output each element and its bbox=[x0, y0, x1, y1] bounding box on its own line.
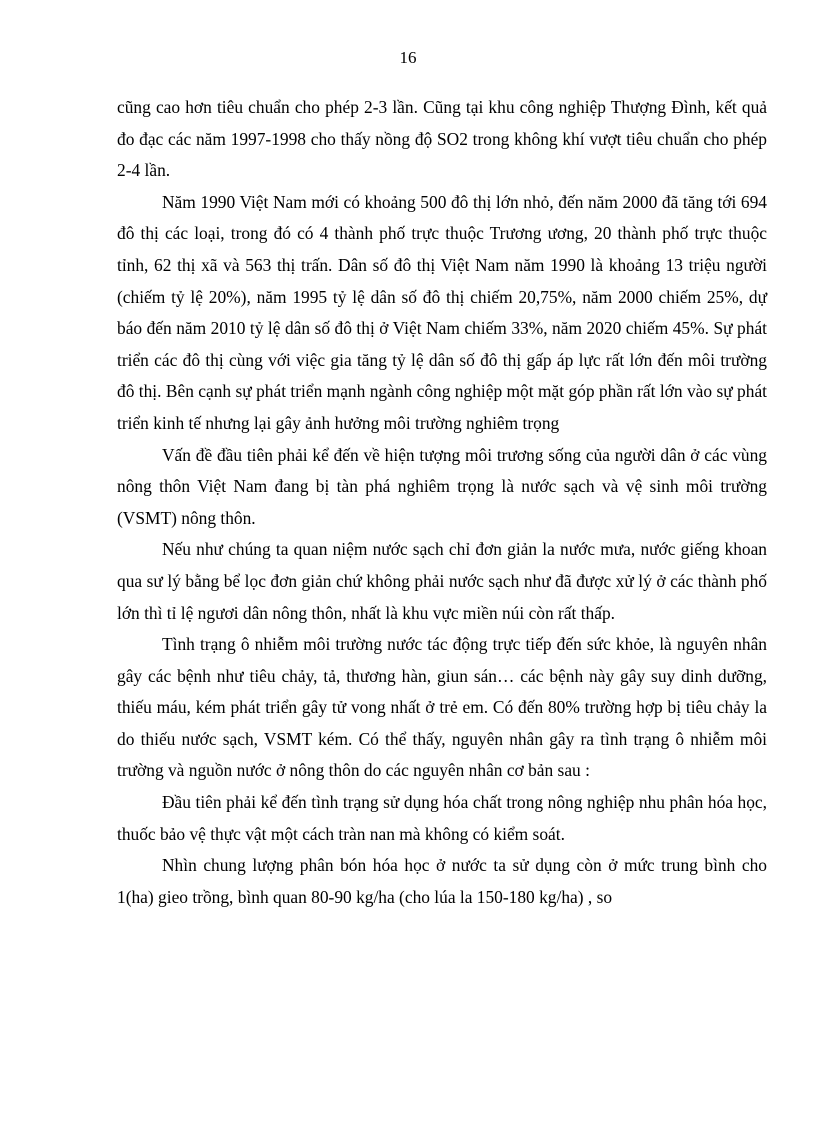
paragraph-1: cũng cao hơn tiêu chuẩn cho phép 2-3 lần. Cũng tại khu công nghiệp Thượng Đình, kết quả đo đạc các năm 1997-1998 cho thấy nồng độ SO2 trong không khí vượt tiêu chuẩn cho phép 2-4 lần. bbox=[117, 97, 767, 181]
body-text bbox=[117, 92, 767, 913]
paragraph-4: Nếu như chúng ta quan niệm nước sạch chỉ đơn giản la nước mưa, nước giếng khoan qua sư lý bằng bể lọc đơn giản chứ không phải nước sạch như đã được xử lý ở các thành phố lớn thì tỉ lệ ngươi dân nông thôn, nhất là khu vực miền núi còn rất thấp. bbox=[117, 539, 767, 623]
paragraph-2: Năm 1990 Việt Nam mới có khoảng 500 đô thị lớn nhỏ, đến năm 2000 đã tăng tới 694 đô thị các loại, trong đó có 4 thành phố trực thuộc Trương ương, 20 thành phố trực thuộc tỉnh, 62 thị xã và 563 thị trấn. Dân số đô thị Việt Nam năm 1990 là khoảng 13 triệu người (chiếm tỷ lệ 20%), năm 1995 tỷ lệ dân số đô thị chiếm 20,75%, năm 2000 chiếm 25%, dự báo đến năm 2010 tỷ lệ dân số đô thị ở Việt Nam chiếm 33%, năm 2020 chiếm 45%. Sự phát triển các đô thị cùng với việc gia tăng tỷ lệ dân số đô thị gấp áp lực rất lớn đến môi trường đô thị. Bên cạnh sự phát triển mạnh ngành công nghiệp một mặt góp phần rất lớn vào sự phát triển kinh tế nhưng lại gây ảnh hưởng môi trường nghiêm trọng bbox=[117, 191, 767, 433]
page-number: 16 bbox=[399, 48, 417, 67]
paragraph-6: Đầu tiên phải kể đến tình trạng sử dụng hóa chất trong nông nghiệp nhu phân hóa học, thuốc bảo vệ thực vật một cách tràn nan mà không có kiểm soát. bbox=[117, 792, 767, 844]
paragraph-3: Vấn đề đầu tiên phải kể đến về hiện tượng môi trương sống của người dân ở các vùng nông thôn Việt Nam đang bị tàn phá nghiêm trọng là nước sạch và vệ sinh môi trường (VSMT) nông thôn. bbox=[117, 444, 767, 528]
paragraph-7: Nhìn chung lượng phân bón hóa học ở nước ta sử dụng còn ở mức trung bình cho 1(ha) gieo trồng, bình quan 80-90 kg/ha (cho lúa la 150-180 kg/ha) , so bbox=[117, 855, 767, 907]
paragraph-5: Tình trạng ô nhiễm môi trường nước tác động trực tiếp đến sức khỏe, là nguyên nhân gây các bệnh như tiêu chảy, tả, thương hàn, giun sán… các bệnh này gây suy dinh dưỡng, thiếu máu, kém phát triển gây tử vong nhất ở trẻ em. Có đến 80% trường hợp bị tiêu chảy la do thiếu nước sạch, VSMT kém. Có thể thấy, nguyên nhân gây ra tình trạng ô nhiễm môi trường và nguồn nước ở nông thôn do các nguyên nhân cơ bản sau : bbox=[117, 634, 767, 781]
